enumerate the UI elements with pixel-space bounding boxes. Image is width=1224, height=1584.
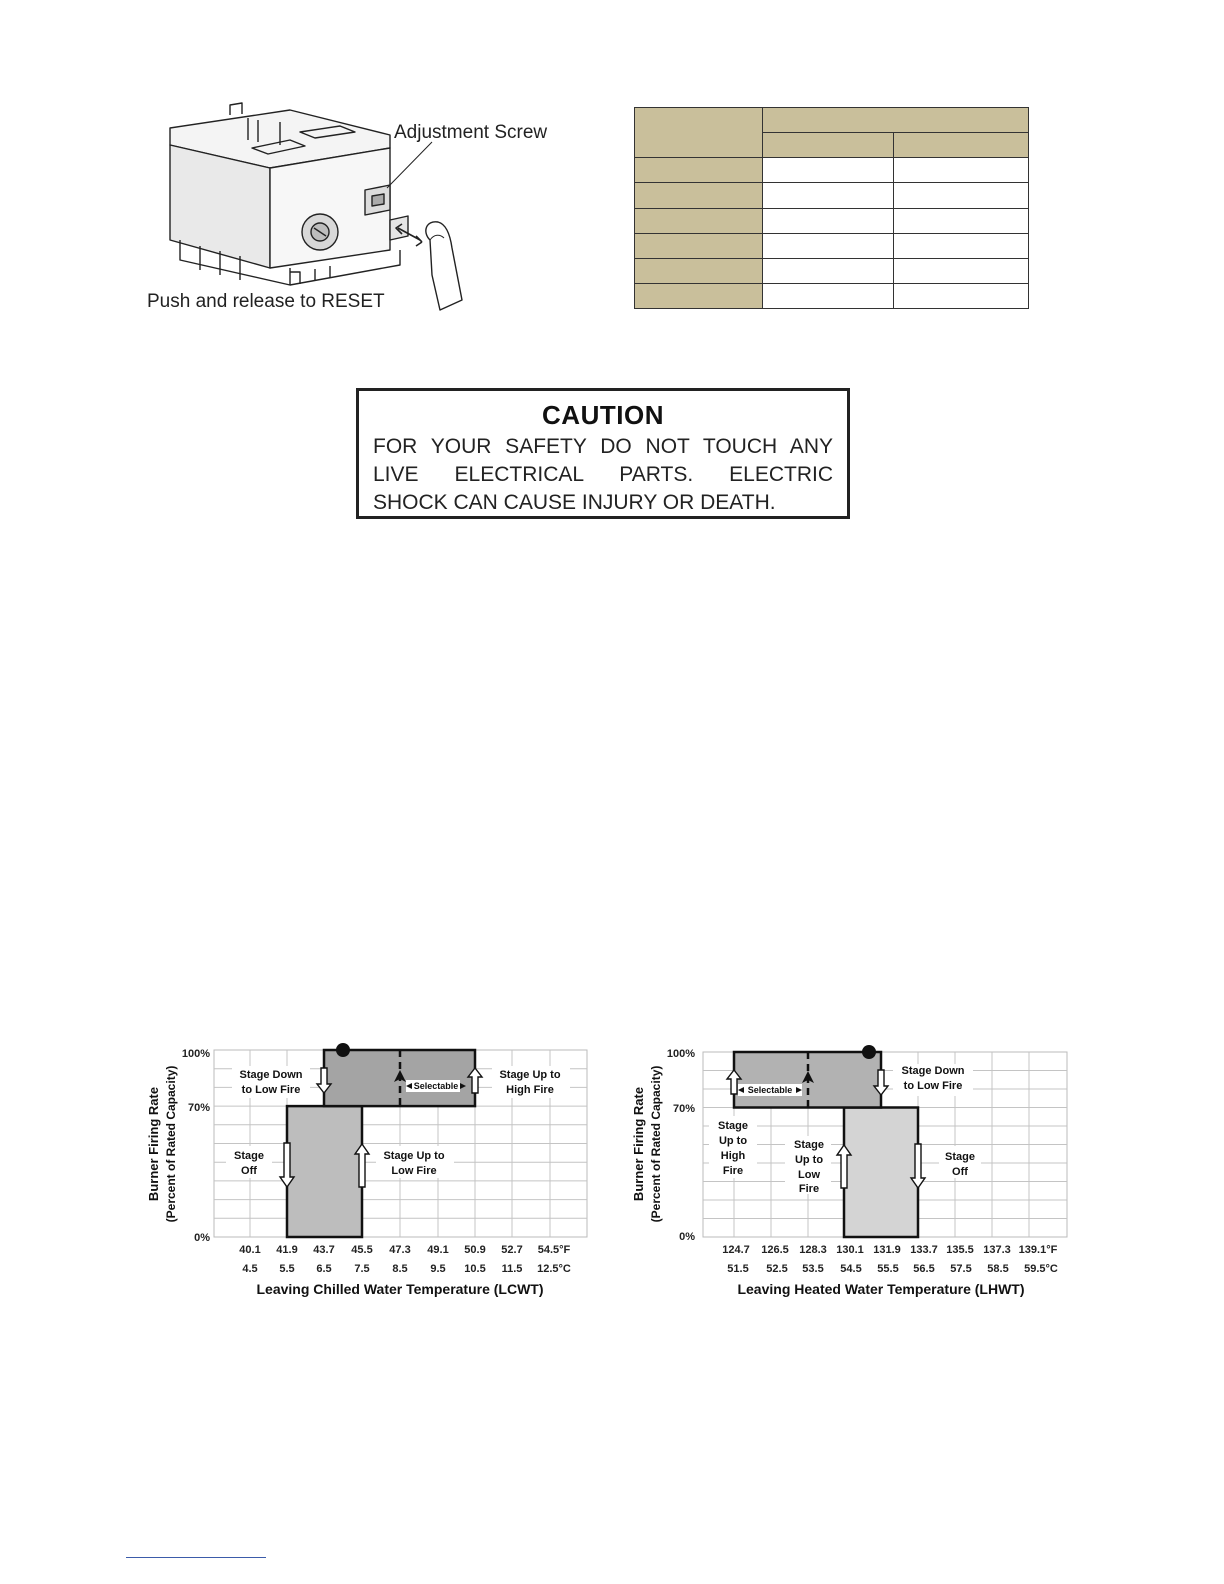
- table-row-header: [635, 158, 763, 183]
- y-tick-label: 70%: [187, 1102, 210, 1114]
- lhwt-staging-chart: [625, 1040, 1085, 1305]
- spec-table: [634, 107, 1029, 309]
- table-cell: [763, 158, 894, 183]
- x-axis-title: Leaving Chilled Water Temperature (LCWT): [256, 1281, 544, 1297]
- stage-off-label: Stage: [234, 1150, 264, 1162]
- stage-up-high-label: Up to: [718, 1135, 748, 1147]
- x-tick-c: 5.5: [279, 1263, 295, 1275]
- y-axis-label: Burner Firing Rate: [146, 1086, 161, 1202]
- stage-up-low-label: Stage: [794, 1139, 824, 1151]
- table-row-header: [635, 233, 763, 258]
- selectable-label: Selectable: [413, 1081, 459, 1091]
- stage-down-label: to Low Fire: [903, 1080, 963, 1092]
- caution-title: CAUTION: [542, 400, 664, 430]
- table-cell: [894, 183, 1029, 208]
- x-tick-c: 11.5: [501, 1263, 523, 1275]
- x-tick-c: 9.5: [430, 1263, 446, 1275]
- x-tick-f: 139.1°F: [1018, 1244, 1058, 1256]
- table-row: [635, 183, 1029, 208]
- table-cell: [763, 258, 894, 283]
- table-cell: [763, 283, 894, 308]
- x-tick-f: 47.3: [389, 1244, 411, 1256]
- caution-text-line: FOR YOUR SAFETY DO NOT TOUCH ANY: [373, 435, 833, 458]
- reset-instruction-label: Push and release to RESET: [147, 291, 385, 312]
- y-tick-label: 0%: [679, 1231, 695, 1243]
- x-tick-f: 40.1: [239, 1244, 261, 1256]
- stage-up-high-label: High Fire: [506, 1084, 554, 1096]
- stage-up-high-label: High: [720, 1150, 746, 1162]
- table-row: [635, 233, 1029, 258]
- x-tick-f: 52.7: [501, 1244, 523, 1256]
- x-tick-f: 135.5: [946, 1244, 974, 1256]
- x-tick-c: 55.5: [877, 1263, 899, 1275]
- low-fire-region: [844, 1108, 918, 1238]
- table-row-header: [635, 283, 763, 308]
- stage-off-label: Off: [241, 1165, 257, 1177]
- x-tick-f: 124.7: [722, 1244, 750, 1256]
- table-row: [635, 208, 1029, 233]
- x-tick-c: 58.5: [987, 1263, 1009, 1275]
- table-cell: [894, 283, 1029, 308]
- x-tick-f: 126.5: [761, 1244, 789, 1256]
- stage-up-high-label: Stage Up to: [499, 1069, 561, 1081]
- x-tick-f: 45.5: [351, 1244, 373, 1256]
- table-header-cell: [635, 108, 763, 158]
- selectable-label: Selectable: [747, 1085, 793, 1095]
- table-row: [635, 283, 1029, 308]
- stage-up-high-label: Fire: [722, 1165, 744, 1177]
- adjustment-screw-label: Adjustment Screw: [394, 122, 548, 143]
- stage-off-label: Stage: [945, 1151, 975, 1163]
- stage-up-low-label: Up to: [794, 1154, 824, 1166]
- stage-up-low-label: Stage Up to: [383, 1150, 445, 1162]
- y-axis-sublabel: (Percent of Rated Capacity): [164, 1065, 178, 1223]
- x-tick-c: 57.5: [950, 1263, 972, 1275]
- table-row: [635, 158, 1029, 183]
- x-tick-c: 59.5°C: [1024, 1263, 1058, 1275]
- table-cell: [894, 233, 1029, 258]
- x-tick-c: 7.5: [354, 1263, 370, 1275]
- table-row: [635, 258, 1029, 283]
- table-cell: [894, 258, 1029, 283]
- x-tick-c: 6.5: [316, 1263, 332, 1275]
- x-tick-c: 12.5°C: [537, 1263, 571, 1275]
- table-header-cell: [763, 108, 1029, 133]
- table-header-cell: [763, 133, 894, 158]
- x-tick-c: 56.5: [913, 1263, 935, 1275]
- x-tick-c: 10.5: [464, 1263, 486, 1275]
- stage-off-label: Off: [952, 1166, 968, 1178]
- stage-down-label: to Low Fire: [241, 1084, 301, 1096]
- y-axis-label: Burner Firing Rate: [631, 1086, 646, 1202]
- x-tick-f: 128.3: [799, 1244, 827, 1256]
- setpoint-marker: [862, 1045, 876, 1059]
- table-cell: [763, 233, 894, 258]
- table-cell: [894, 208, 1029, 233]
- table-header-row: [635, 108, 1029, 133]
- x-tick-f: 133.7: [910, 1244, 938, 1256]
- stage-up-high-label: Stage: [718, 1120, 748, 1132]
- y-tick-label: 70%: [672, 1103, 695, 1115]
- stage-down-label: Stage Down: [239, 1069, 303, 1081]
- y-tick-label: 100%: [666, 1048, 695, 1060]
- x-tick-f: 41.9: [276, 1244, 298, 1256]
- x-tick-f: 137.3: [983, 1244, 1011, 1256]
- table-cell: [894, 158, 1029, 183]
- caution-text-line: LIVE ELECTRICAL PARTS. ELECTRIC: [373, 463, 833, 486]
- table-header-cell: [894, 133, 1029, 158]
- stage-up-low-label: Low: [798, 1169, 820, 1181]
- overload-relay-figure: [140, 100, 580, 322]
- low-fire-region: [287, 1106, 362, 1237]
- stage-up-low-label: Fire: [798, 1183, 820, 1195]
- table-row-header: [635, 183, 763, 208]
- lcwt-staging-chart: [140, 1040, 600, 1305]
- table-cell: [763, 183, 894, 208]
- x-tick-f: 49.1: [427, 1244, 449, 1256]
- setpoint-marker: [336, 1043, 350, 1057]
- x-tick-f: 131.9: [873, 1244, 901, 1256]
- table-row-header: [635, 208, 763, 233]
- caution-box: [356, 388, 850, 519]
- y-tick-label: 100%: [181, 1048, 210, 1060]
- footnote-separator: [126, 1557, 266, 1558]
- x-tick-c: 53.5: [802, 1263, 824, 1275]
- caution-text-line: SHOCK CAN CAUSE INJURY OR DEATH.: [373, 491, 776, 514]
- x-tick-f: 50.9: [464, 1244, 486, 1256]
- y-axis-sublabel: (Percent of Rated Capacity): [649, 1065, 663, 1223]
- x-tick-c: 51.5: [727, 1263, 749, 1275]
- x-axis-title: Leaving Heated Water Temperature (LHWT): [737, 1281, 1025, 1297]
- table-row-header: [635, 258, 763, 283]
- x-tick-f: 130.1: [836, 1244, 864, 1256]
- x-tick-f: 43.7: [313, 1244, 335, 1256]
- stage-up-low-label: Low Fire: [391, 1165, 437, 1177]
- x-tick-c: 8.5: [392, 1263, 408, 1275]
- table-cell: [763, 208, 894, 233]
- stage-down-label: Stage Down: [901, 1065, 965, 1077]
- x-tick-c: 4.5: [242, 1263, 258, 1275]
- x-tick-c: 52.5: [766, 1263, 788, 1275]
- x-tick-f: 54.5°F: [537, 1244, 571, 1256]
- y-tick-label: 0%: [194, 1232, 210, 1244]
- x-tick-c: 54.5: [840, 1263, 862, 1275]
